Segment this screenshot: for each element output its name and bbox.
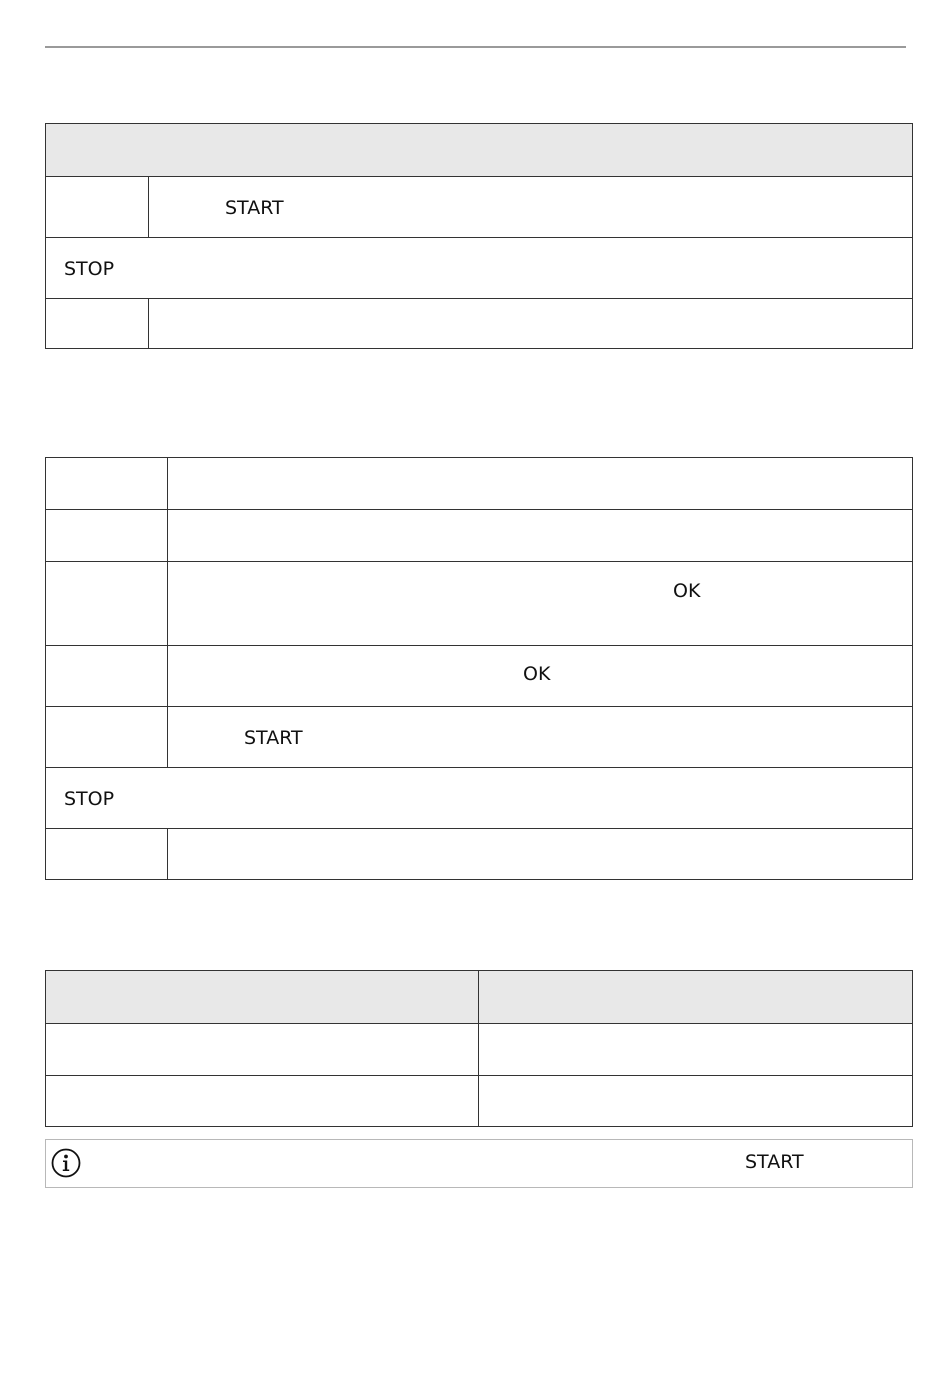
table-cell-label: [46, 458, 168, 509]
start-button-label: START: [745, 1151, 804, 1173]
table-header-cell: [478, 971, 912, 1023]
table-row: [46, 645, 912, 706]
table-cell: [478, 1076, 912, 1126]
table-cell-label: [46, 707, 168, 767]
table-row: [46, 298, 912, 348]
table-row: [46, 1075, 912, 1126]
table-row: [46, 176, 912, 237]
table-cell-label: [46, 177, 149, 237]
info-icon: [51, 1148, 81, 1178]
table-row: [46, 561, 912, 645]
table-3: [45, 970, 913, 1127]
table-cell-label: [46, 510, 168, 561]
table-row: [46, 1023, 912, 1075]
table-cell-label: [46, 646, 168, 706]
ok-button-label: OK: [673, 580, 701, 602]
start-button-label: START: [225, 197, 284, 219]
table-row: [46, 767, 912, 828]
table-2: [45, 457, 913, 880]
table-cell-label: [46, 829, 168, 880]
table-row: [46, 509, 912, 561]
header-rule: [45, 46, 906, 48]
table-cell-label: [46, 562, 168, 645]
stop-button-label: STOP: [64, 788, 115, 810]
table-1: [45, 123, 913, 349]
table-row-header: [46, 971, 912, 1023]
table-row: [46, 706, 912, 767]
table-row: [46, 458, 912, 509]
table-row: [46, 828, 912, 880]
table-cell-label: [46, 299, 149, 348]
info-note: [45, 1139, 913, 1188]
stop-button-label: STOP: [64, 258, 115, 280]
table-row: [46, 237, 912, 298]
start-button-label: START: [244, 727, 303, 749]
table-cell: [478, 1024, 912, 1075]
table-row-header: [46, 124, 912, 176]
ok-button-label: OK: [523, 663, 551, 685]
